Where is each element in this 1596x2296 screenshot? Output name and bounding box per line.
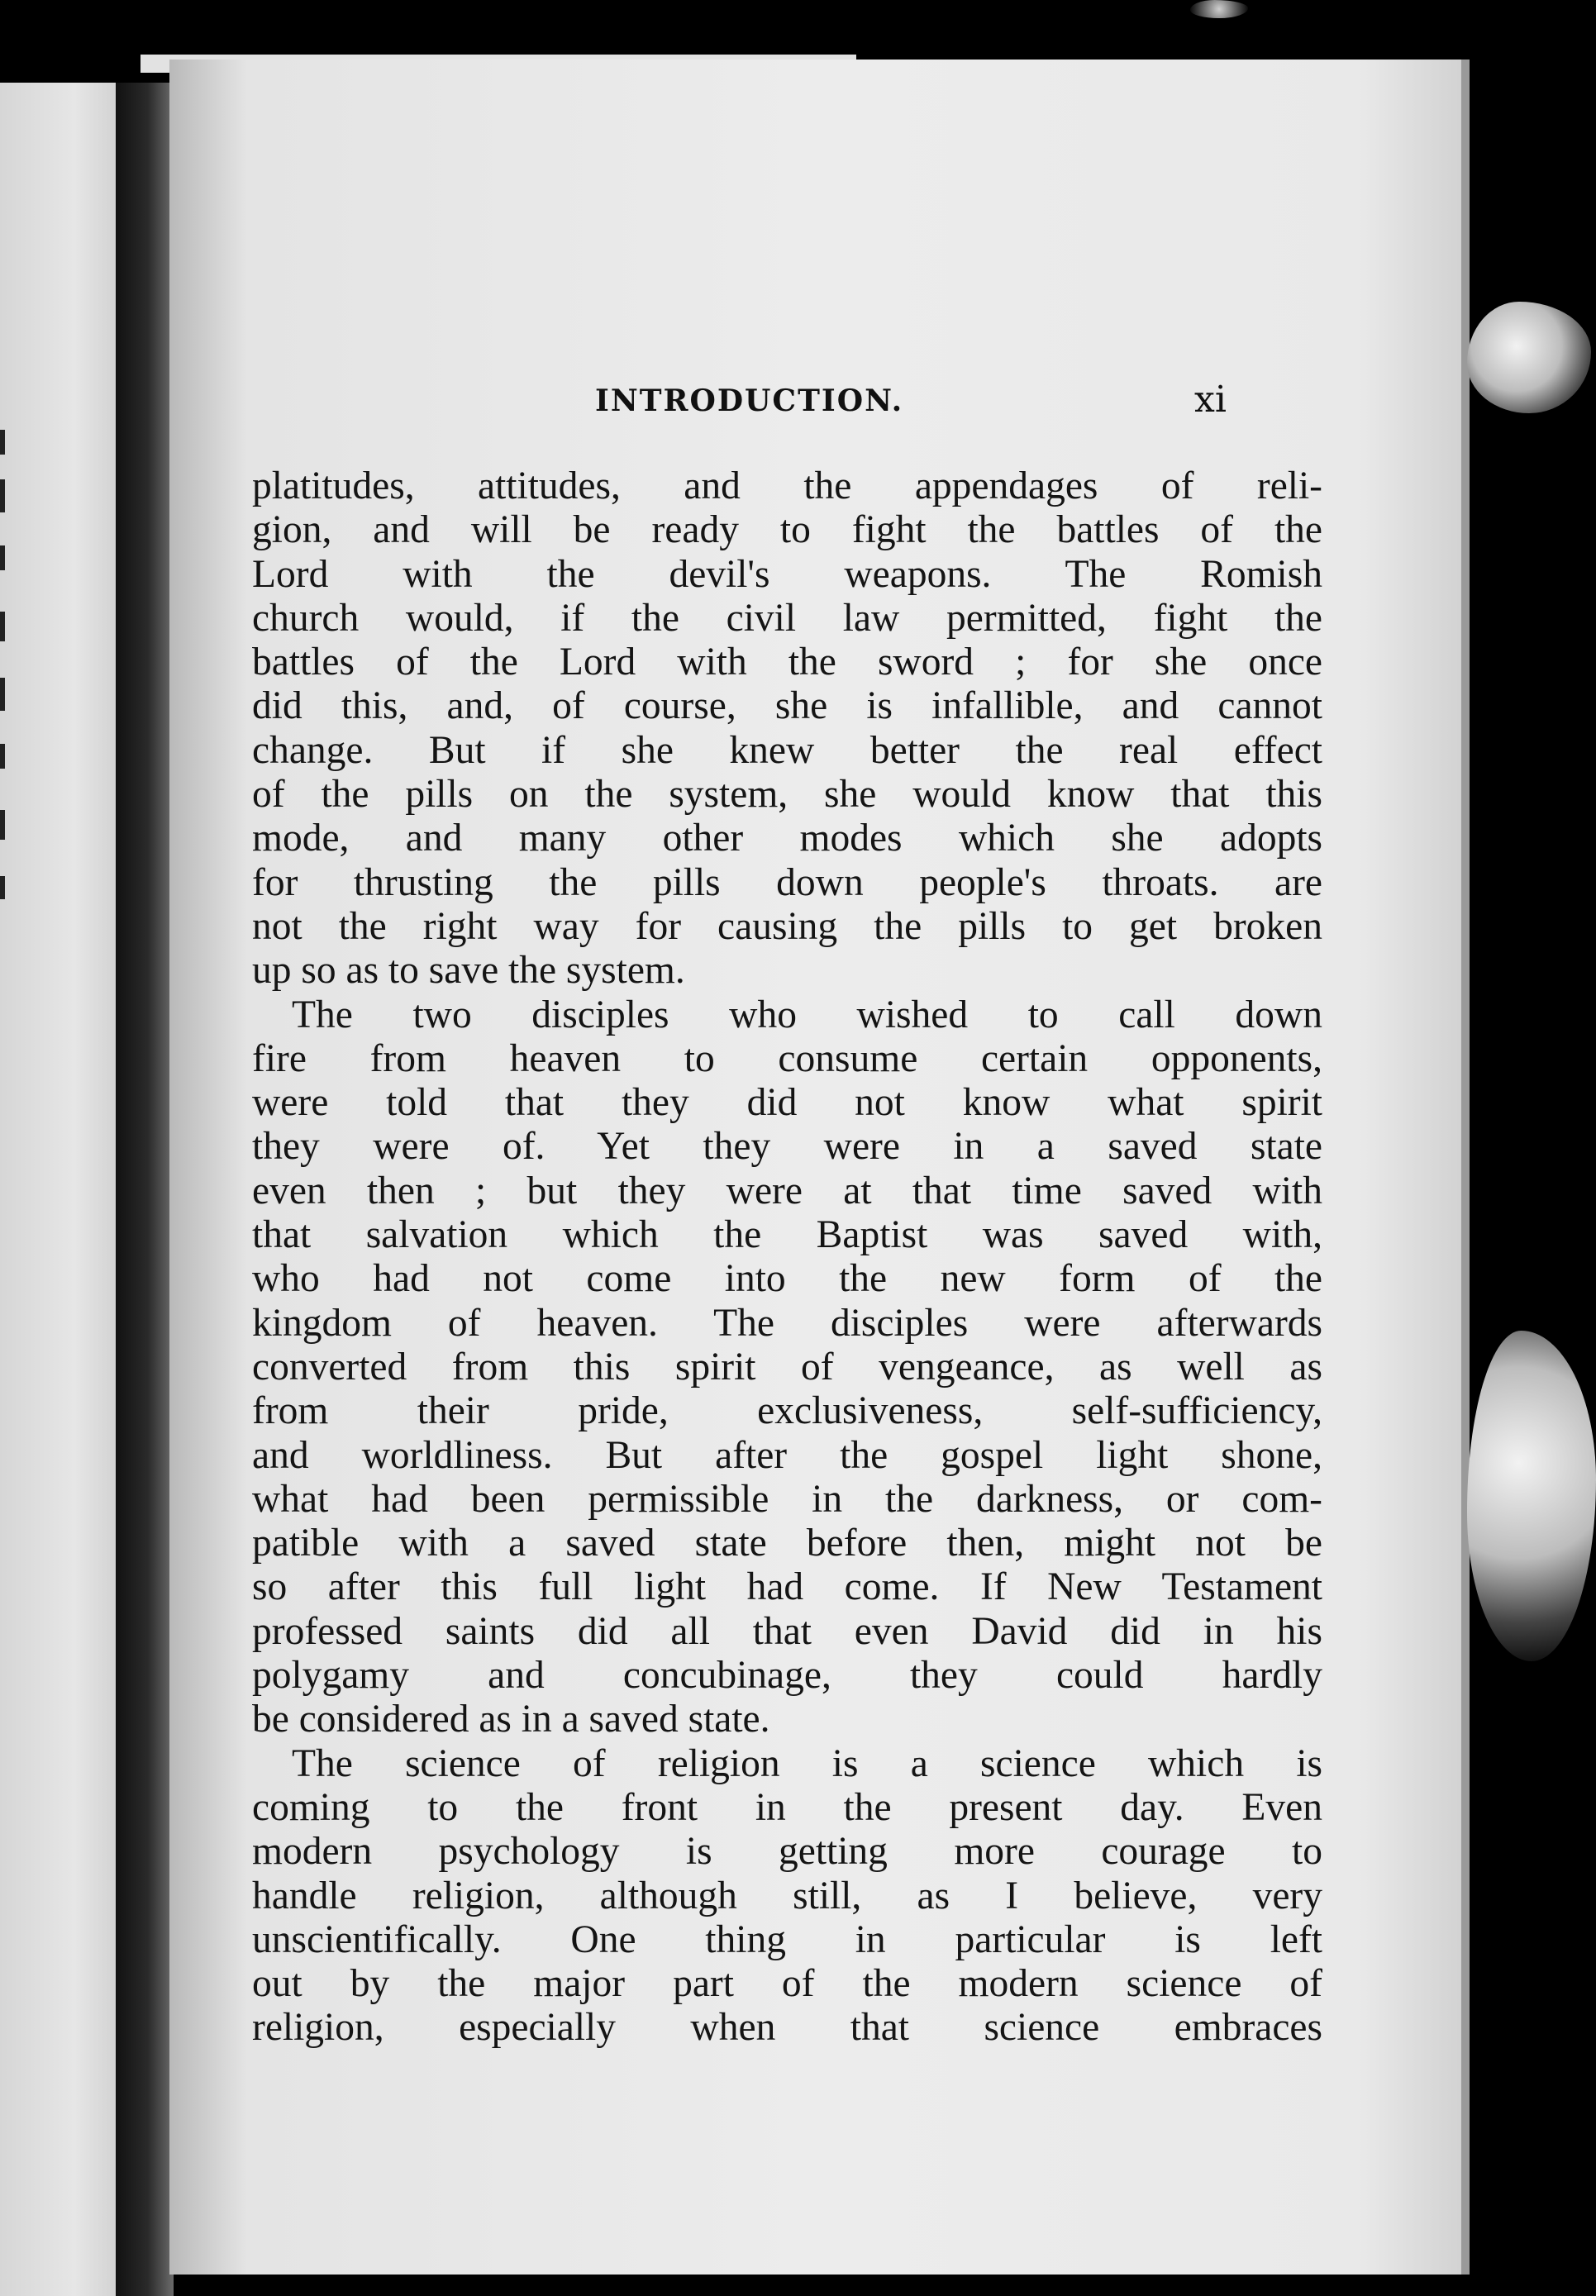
text-line: from their pride, exclusiveness, self-sufficiency, (252, 1389, 1322, 1433)
text-line: up so as to save the system. (252, 949, 685, 993)
text-line: so after this full light had come. If New Testament (252, 1565, 1322, 1609)
torn-paper-fragment (1467, 302, 1591, 413)
page-number: xi (1194, 379, 1227, 421)
text-line: fire from heaven to consume certain opponents, (252, 1036, 1322, 1080)
text-line: even then ; but they were at that time saved with (252, 1169, 1322, 1212)
text-line: battles of the Lord with the sword ; for she once (252, 641, 1322, 684)
book-gutter (116, 83, 174, 2296)
text-line: unscientifically. One thing in particular is left (252, 1917, 1322, 1961)
text-line: modern psychology is getting more courage to (252, 1830, 1322, 1874)
torn-paper-fragment (1467, 1331, 1596, 1661)
text-line: handle religion, although still, as I believe, very (252, 1874, 1322, 1917)
paragraph-first-line: The science of religion is a science which is (292, 1741, 1322, 1785)
text-line: patible with a saved state before then, might not be (252, 1522, 1322, 1565)
text-line: not the right way for causing the pills to get broken (252, 904, 1322, 948)
text-line: and worldliness. But after the gospel light shone, (252, 1433, 1322, 1477)
text-line: they were of. Yet they were in a saved state (252, 1125, 1322, 1169)
text-line: did this, and, of course, she is infallible, and cannot (252, 684, 1322, 728)
text-line: gion, and will be ready to fight the battles of the (252, 508, 1322, 552)
text-line: were told that they did not know what spirit (252, 1081, 1322, 1125)
text-line: for thrusting the pills down people's throats. are (252, 860, 1322, 904)
text-line: kingdom of heaven. The disciples were afterwards (252, 1301, 1322, 1345)
text-line: be considered as in a saved state. (252, 1698, 770, 1741)
body-text (252, 464, 1322, 2051)
text-line: out by the major part of the modern science of (252, 1962, 1322, 2006)
text-line: religion, especially when that science embraces (252, 2006, 1322, 2050)
previous-page-edge (0, 83, 124, 2296)
text-line: coming to the front in the present day. Even (252, 1785, 1322, 1829)
text-line: church would, if the civil law permitted, fight the (252, 596, 1322, 640)
text-line: that salvation which the Baptist was saved with, (252, 1213, 1322, 1257)
book-page (169, 60, 1463, 2275)
text-line: platitudes, attitudes, and the appendages of reli- (252, 464, 1322, 507)
text-line: professed saints did all that even David did in his (252, 1609, 1322, 1653)
text-line: polygamy and concubinage, they could hardly (252, 1654, 1322, 1698)
corner-debris (1190, 0, 1248, 18)
text-line: mode, and many other modes which she adopts (252, 817, 1322, 860)
running-head: INTRODUCTION. (595, 383, 904, 418)
text-line: what had been permissible in the darkness, or com- (252, 1477, 1322, 1521)
page-header (169, 379, 1463, 433)
text-line: of the pills on the system, she would know that this (252, 773, 1322, 817)
page-fore-edge (1461, 60, 1470, 2275)
text-line: Lord with the devil's weapons. The Romish (252, 552, 1322, 596)
text-line: converted from this spirit of vengeance, as well as (252, 1345, 1322, 1389)
paragraph-first-line: The two disciples who wished to call down (292, 993, 1322, 1036)
text-line: who had not come into the new form of the (252, 1257, 1322, 1301)
text-line: change. But if she knew better the real effect (252, 728, 1322, 772)
previous-page-text-fragments (0, 83, 10, 2296)
